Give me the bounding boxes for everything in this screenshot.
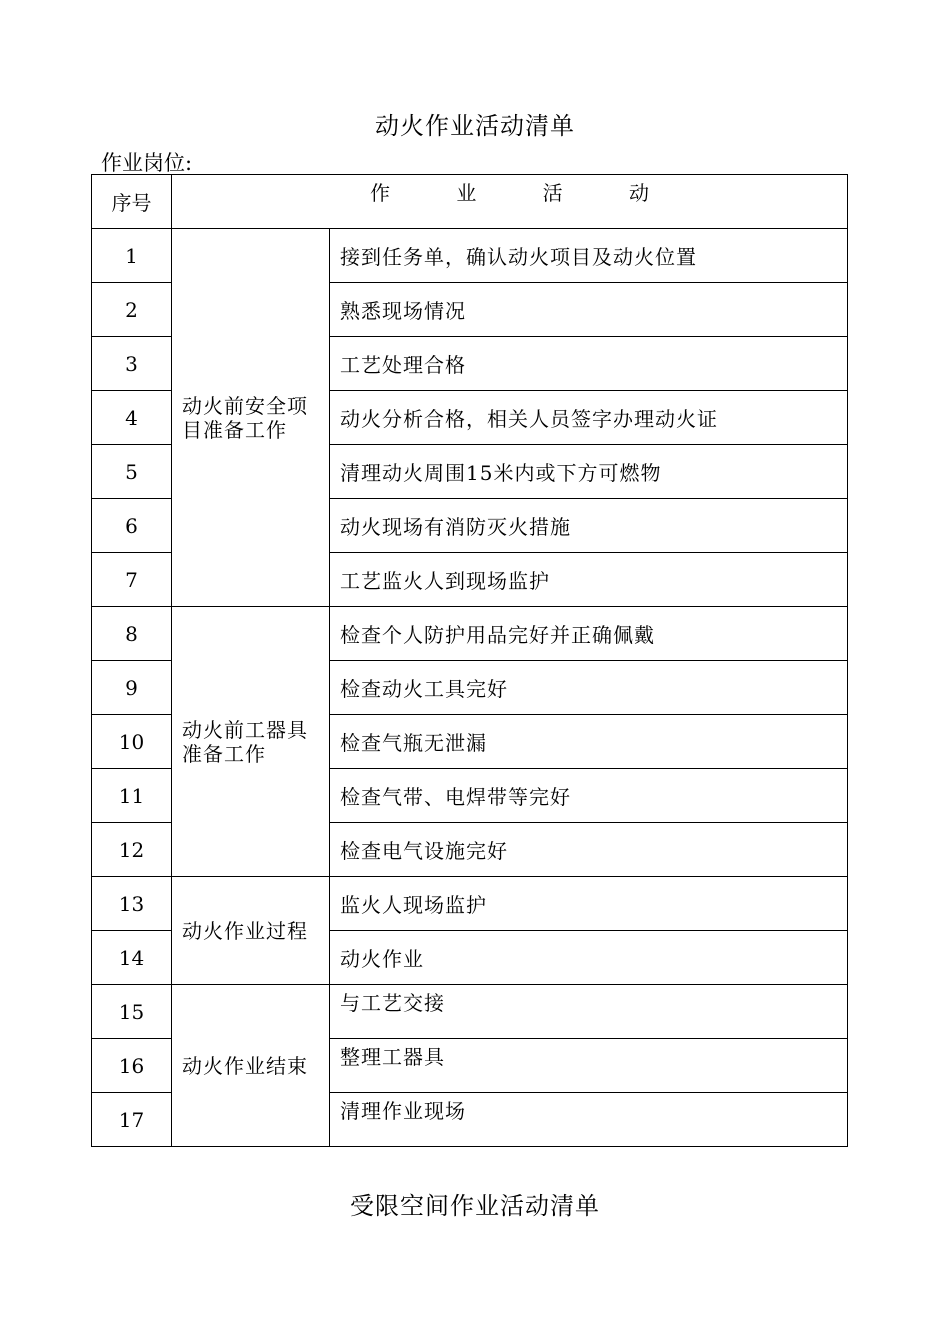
activity-table: [91, 174, 848, 1147]
item-cell: 检查动火工具完好: [330, 661, 848, 715]
seq-cell: 7: [92, 553, 172, 607]
item-cell: 监火人现场监护: [330, 877, 848, 931]
group-cell: 动火前安全项目准备工作: [172, 229, 330, 607]
seq-cell: 15: [92, 985, 172, 1039]
group-cell: 动火前工器具准备工作: [172, 607, 330, 877]
seq-cell: 6: [92, 499, 172, 553]
next-document-title: 受限空间作业活动清单: [350, 1192, 600, 1220]
table-row: [92, 877, 848, 931]
item-cell: 动火现场有消防灭火措施: [330, 499, 848, 553]
seq-cell: 17: [92, 1093, 172, 1147]
seq-cell: 3: [92, 337, 172, 391]
seq-cell: 13: [92, 877, 172, 931]
seq-cell: 5: [92, 445, 172, 499]
document-title: 动火作业活动清单: [375, 112, 575, 140]
seq-cell: 1: [92, 229, 172, 283]
item-cell: 接到任务单，确认动火项目及动火位置: [330, 229, 848, 283]
seq-cell: 9: [92, 661, 172, 715]
seq-cell: 11: [92, 769, 172, 823]
item-cell: 检查个人防护用品完好并正确佩戴: [330, 607, 848, 661]
item-cell: 动火分析合格，相关人员签字办理动火证: [330, 391, 848, 445]
item-cell: 清理动火周围15米内或下方可燃物: [330, 445, 848, 499]
item-cell: 清理作业现场: [330, 1093, 848, 1147]
item-cell: 熟悉现场情况: [330, 283, 848, 337]
header-seq: 序号: [92, 175, 172, 229]
header-activity-label: 作 业 活 动: [369, 181, 680, 205]
seq-cell: 10: [92, 715, 172, 769]
item-cell: 检查气瓶无泄漏: [330, 715, 848, 769]
group-cell: 动火作业结束: [172, 985, 330, 1147]
item-cell: 与工艺交接: [330, 985, 848, 1039]
seq-cell: 14: [92, 931, 172, 985]
item-cell: 检查气带、电焊带等完好: [330, 769, 848, 823]
seq-cell: 8: [92, 607, 172, 661]
item-cell: 工艺监火人到现场监护: [330, 553, 848, 607]
seq-cell: 4: [92, 391, 172, 445]
item-cell: 动火作业: [330, 931, 848, 985]
group-cell: 动火作业过程: [172, 877, 330, 985]
header-activity: [172, 175, 848, 229]
seq-cell: 2: [92, 283, 172, 337]
table-row: [92, 985, 848, 1039]
post-label: 作业岗位:: [101, 151, 193, 175]
item-cell: 整理工器具: [330, 1039, 848, 1093]
table-row: [92, 229, 848, 283]
table-header-row: [92, 175, 848, 229]
item-cell: 工艺处理合格: [330, 337, 848, 391]
seq-cell: 12: [92, 823, 172, 877]
seq-cell: 16: [92, 1039, 172, 1093]
item-cell: 检查电气设施完好: [330, 823, 848, 877]
table-row: [92, 607, 848, 661]
